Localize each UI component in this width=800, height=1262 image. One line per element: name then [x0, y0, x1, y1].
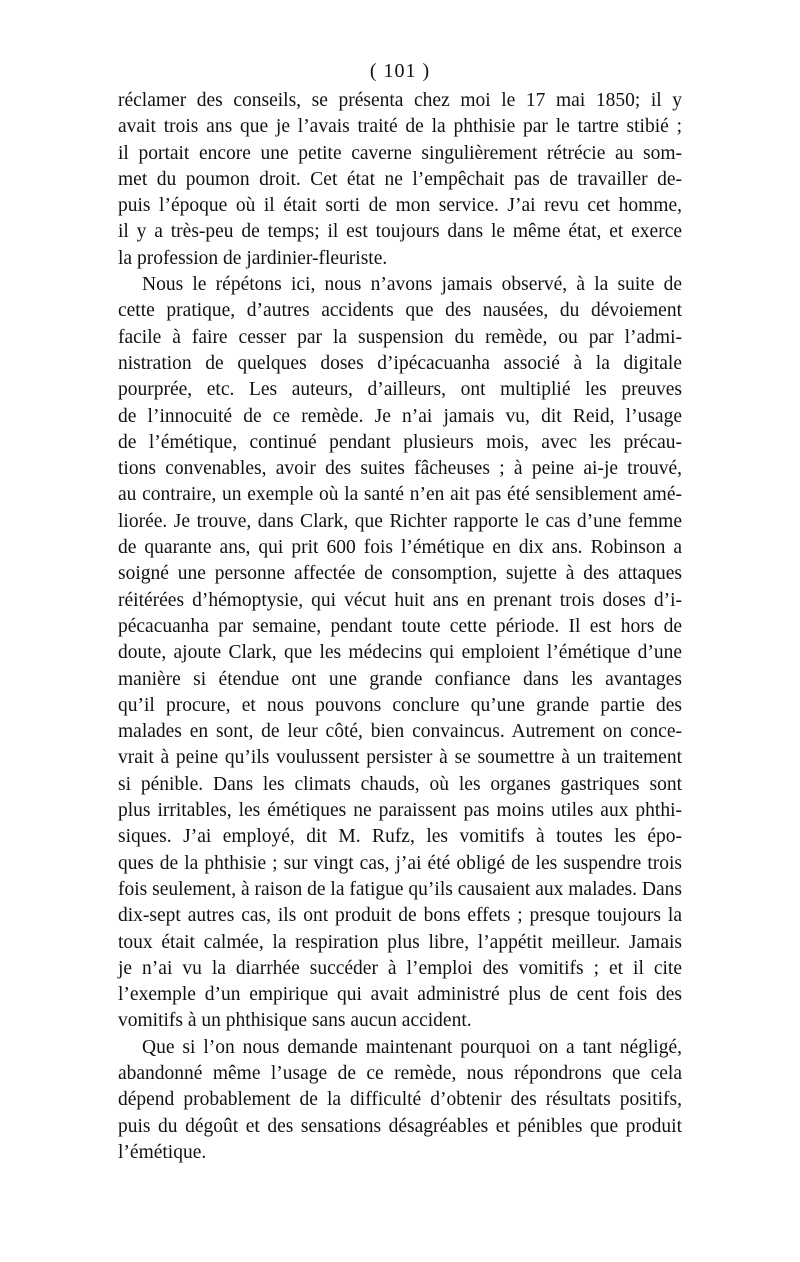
text-line: dix-sept autres cas, ils ont produit de bons effets ; presque toujours la [118, 905, 682, 927]
text-line: ques de la phthisie ; sur vingt cas, j’ai été obligé de les suspendre trois [118, 852, 682, 874]
text-line: avait trois ans que je l’avais traité de la phthisie par le tartre stibié ; [118, 116, 682, 138]
text-line: liorée. Je trouve, dans Clark, que Richter rapporte le cas d’une femme [118, 510, 682, 532]
text-line: si pénible. Dans les climats chauds, où les organes gastriques sont [118, 773, 682, 795]
text-line: puis l’époque où il était sorti de mon service. J’ai revu cet homme, [118, 195, 682, 217]
text-line: pécacuanha par semaine, pendant toute cette période. Il est hors de [118, 615, 682, 637]
text-line: Que si l’on nous demande maintenant pourquoi on a tant négligé, [142, 1036, 682, 1058]
text-line: réitérées d’hémoptysie, qui vécut huit ans en prenant trois doses d’i- [118, 589, 682, 611]
text-line: fois seulement, à raison de la fatigue qu’ils causaient aux malades. Dans [118, 878, 682, 900]
text-line: de l’innocuité de ce remède. Je n’ai jamais vu, dit Reid, l’usage [118, 405, 682, 427]
text-line: je n’ai vu la diarrhée succéder à l’emploi des vomitifs ; et il cite [118, 957, 682, 979]
text-line: dépend probablement de la difficulté d’obtenir des résultats positifs, [118, 1089, 682, 1111]
text-line: l’émétique. [118, 1141, 207, 1163]
paragraph [118, 88, 682, 272]
paragraph [118, 1035, 682, 1166]
text-line: il y a très-peu de temps; il est toujours dans le même état, et exerce [118, 221, 682, 243]
text-line: l’exemple d’un empirique qui avait administré plus de cent fois des [118, 984, 682, 1006]
text-line: au contraire, un exemple où la santé n’en ait pas été sensiblement amé- [118, 484, 682, 506]
text-line: tions convenables, avoir des suites fâcheuses ; à peine ai-je trouvé, [118, 458, 682, 480]
text-line: puis du dégoût et des sensations désagréables et pénibles que produit [118, 1115, 682, 1137]
text-line: réclamer des conseils, se présenta chez moi le 17 mai 1850; il y [118, 90, 682, 111]
text-line: nistration de quelques doses d’ipécacuanha associé à la digitale [118, 352, 682, 374]
page-number: ( 101 ) [369, 60, 431, 82]
text-line: siques. J’ai employé, dit M. Rufz, les vomitifs à toutes les épo- [118, 826, 682, 848]
text-line: manière si étendue ont une grande confiance dans les avantages [118, 668, 682, 690]
text-line: malades en sont, de leur côté, bien convaincus. Autrement on conce- [118, 721, 682, 743]
text-line: doute, ajoute Clark, que les médecins qui emploient l’émétique d’une [118, 642, 682, 664]
body-text [118, 88, 682, 1166]
text-line: de l’émétique, continué pendant plusieurs mois, avec les précau- [118, 431, 682, 453]
text-line: toux était calmée, la respiration plus libre, l’appétit meilleur. Jamais [118, 931, 682, 953]
text-line: cette pratique, d’autres accidents que des nausées, du dévoiement [118, 300, 682, 322]
text-line: pourprée, etc. Les auteurs, d’ailleurs, ont multiplié les preuves [118, 379, 682, 401]
paragraph [118, 272, 682, 1035]
text-line: abandonné même l’usage de ce remède, nous répondrons que cela [118, 1062, 682, 1084]
text-line: vrait à peine qu’ils voulussent persister à se soumettre à un traitement [118, 747, 682, 769]
text-line: Nous le répétons ici, nous n’avons jamais observé, à la suite de [142, 274, 682, 296]
text-line: il portait encore une petite caverne singulièrement rétrécie au som- [118, 142, 682, 164]
text-line: soigné une personne affectée de consomption, sujette à des attaques [118, 563, 682, 585]
text-line: facile à faire cesser par la suspension du remède, ou par l’admi- [118, 326, 682, 348]
text-line: la profession de jardinier-fleuriste. [118, 247, 388, 269]
text-line: de quarante ans, qui prit 600 fois l’émétique en dix ans. Robinson a [118, 537, 682, 559]
text-line: plus irritables, les émétiques ne paraissent pas moins utiles aux phthi- [118, 800, 682, 822]
text-line: met du poumon droit. Cet état ne l’empêchait pas de travailler de- [118, 168, 682, 190]
text-line: qu’il procure, et nous pouvons conclure qu’une grande partie des [118, 694, 682, 716]
text-line: vomitifs à un phthisique sans aucun accident. [118, 1010, 472, 1032]
